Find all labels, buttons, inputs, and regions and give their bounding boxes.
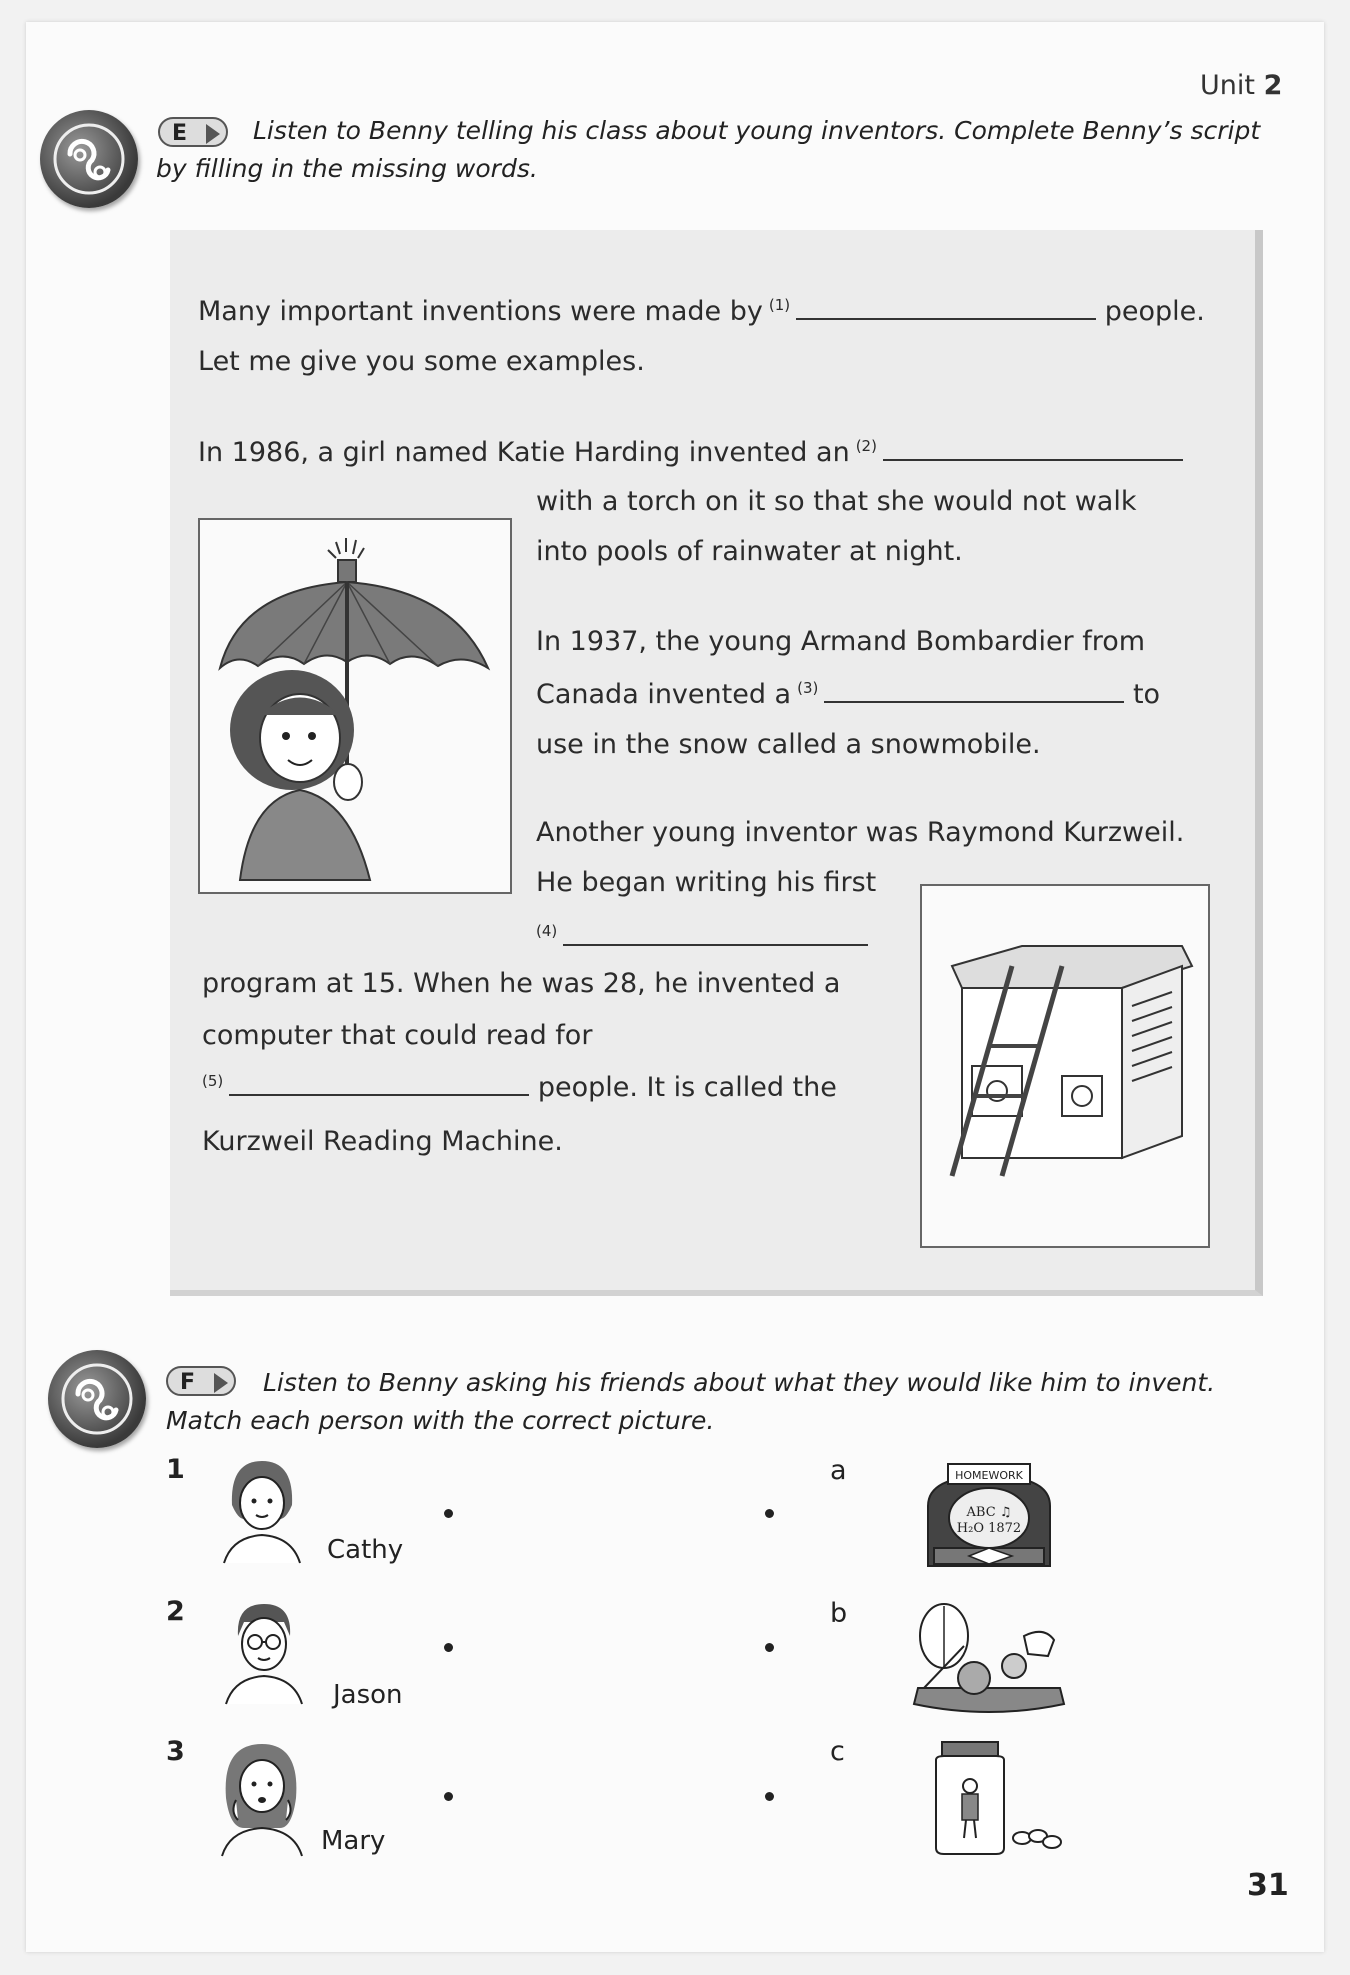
person-name: Jason [333,1680,403,1710]
exercise-f-instruction-line2: Match each person with the correct picture. [166,1406,715,1435]
script-line: Canada invented a $^{(3)}$ to [536,679,1161,710]
script-line: computer that could read for [202,1020,593,1051]
person-number: 3 [166,1736,185,1767]
jar-potion-picture [924,1738,1084,1862]
script-line: He began writing his first [536,867,877,898]
match-dot-left[interactable] [444,1509,453,1518]
script-line: In 1937, the young Armand Bombardier from [536,626,1146,657]
exercise-f-badge [166,1366,236,1396]
answer-blank-5[interactable] [229,1092,529,1096]
homework-machine-picture [914,1456,1064,1580]
exercise-e-letter: E [172,121,188,146]
answer-blank-3[interactable] [824,699,1124,703]
reading-machine-illustration [920,884,1210,1248]
svg-text:ABC ♫: ABC ♫ [966,1505,1012,1520]
invention-machine-picture [904,1596,1074,1725]
mary-portrait [216,1738,306,1862]
exercise-e-instruction-line2: by filling in the missing words. [156,154,538,183]
match-dot-right[interactable] [765,1643,774,1652]
picture-letter: c [830,1736,845,1767]
unit-label: Unit [1200,70,1255,101]
answer-blank-2[interactable] [883,457,1183,461]
audio-cd-icon [48,1350,146,1448]
exercise-f-instruction-line1: Listen to Benny asking his friends about what they would like him to invent. [263,1368,1216,1397]
answer-blank-4[interactable] [563,942,868,946]
script-line: use in the snow called a snowmobile. [536,729,1041,760]
match-dot-right[interactable] [765,1509,774,1518]
script-line: Another young inventor was Raymond Kurzweil. [536,817,1185,848]
picture-letter: a [830,1455,847,1486]
exercise-f-letter: F [180,1370,196,1395]
unit-number: 2 [1263,70,1283,101]
page-number: 31 [1247,1868,1289,1903]
answer-blank-1[interactable] [796,316,1096,320]
script-line: program at 15. When he was 28, he invented a [202,968,841,999]
match-dot-left[interactable] [444,1643,453,1652]
cathy-portrait [220,1455,304,1569]
svg-text:H₂O 1872: H₂O 1872 [956,1521,1022,1536]
script-line: $^{(5)}$ people. It is called the [202,1072,837,1103]
script-line: (4) [536,922,868,953]
match-dot-left[interactable] [444,1792,453,1801]
script-line: with a torch on it so that she would not walk [536,486,1137,517]
person-number: 2 [166,1596,185,1627]
jason-portrait [222,1596,306,1710]
exercise-e-instruction-line1: Listen to Benny telling his class about young inventors. Complete Benny’s script [253,116,1261,145]
play-arrow-icon [206,124,220,144]
person-name: Mary [321,1826,386,1856]
play-arrow-icon [214,1373,228,1393]
person-name: Cathy [327,1535,404,1565]
script-line: Many important inventions were made by $^{(1)}$ people. [198,296,1205,327]
match-dot-right[interactable] [765,1792,774,1801]
audio-cd-icon [40,110,138,208]
homework-sign-text: HOMEWORK [955,1469,1023,1482]
script-line: Kurzweil Reading Machine. [202,1126,563,1157]
script-line: In 1986, a girl named Katie Harding invented an $^{(2)}$ [198,437,1183,468]
picture-letter: b [830,1598,848,1629]
script-line: Let me give you some examples. [198,346,645,377]
person-number: 1 [166,1454,185,1485]
script-line: into pools of rainwater at night. [536,536,963,567]
umbrella-girl-illustration [198,518,512,894]
exercise-e-badge [158,117,228,147]
unit-header [1200,70,1282,101]
